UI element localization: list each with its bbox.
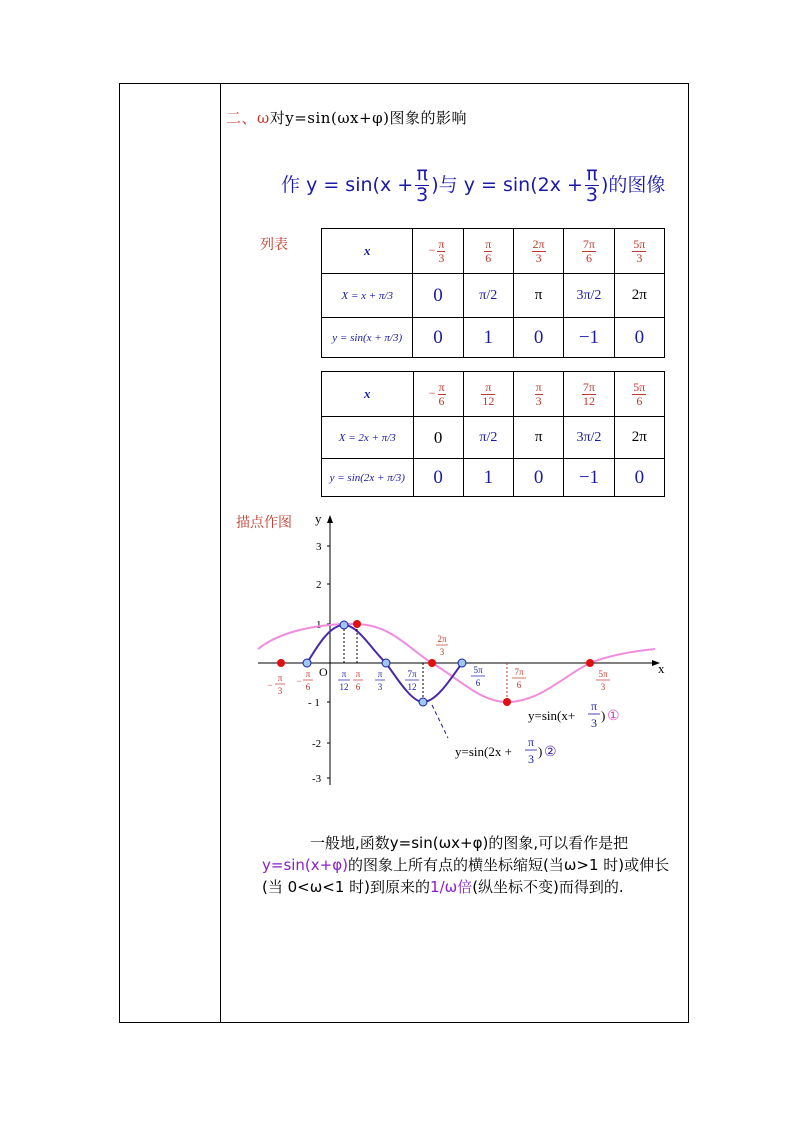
x-tick-label: 7π xyxy=(407,669,417,679)
para-text: (纵坐标不变)而得到的. xyxy=(472,878,624,896)
title-pi2: π xyxy=(586,163,598,185)
table1-X-cell: π/2 xyxy=(463,274,513,318)
curve2-close: ) xyxy=(538,744,543,759)
para-text: 的图象上所有点的横坐标缩短(当ω>1 时)或伸长(当 0<ω<1 时)到原来的 xyxy=(262,856,670,896)
den: 3 xyxy=(636,250,643,265)
table1-x-cell xyxy=(614,229,664,274)
y-tick-label: 2 xyxy=(316,579,322,591)
x-tick-label: 6 xyxy=(475,678,481,688)
table1-y-cell: 1 xyxy=(463,318,513,358)
x-tick-label: 12 xyxy=(407,682,417,692)
x-tick-label: π xyxy=(305,669,311,679)
num: π xyxy=(481,381,495,395)
neg: − xyxy=(428,242,436,257)
table2-y-cell: −1 xyxy=(564,459,614,497)
x-tick-label: π xyxy=(277,673,283,683)
table2-X-cell: π xyxy=(514,417,564,459)
blue-point xyxy=(382,659,390,667)
para-formula: 1/ω倍 xyxy=(430,878,473,896)
den: 12 xyxy=(582,393,595,408)
table2-X-cell: 3π/2 xyxy=(564,417,614,459)
section-heading xyxy=(226,107,467,128)
num: 7π xyxy=(582,379,595,394)
num: π xyxy=(438,379,445,394)
y-tick-label: - 1 xyxy=(308,697,320,709)
y-axis-label: y xyxy=(315,511,322,526)
para-formula: y=sin(x+φ) xyxy=(262,856,348,874)
num: π xyxy=(535,379,542,394)
table2-x-row xyxy=(322,372,665,417)
blue-point xyxy=(419,698,427,706)
title-three1: 3 xyxy=(416,183,429,206)
num: π xyxy=(438,236,445,251)
table2-x-cell xyxy=(514,372,564,417)
x-tick-label: 12 xyxy=(339,682,349,692)
x-tick-label: 5π xyxy=(598,669,608,679)
table1-x-cell xyxy=(513,229,563,274)
den: 12 xyxy=(482,393,495,408)
x-tick-label: π xyxy=(355,669,361,679)
table1-X-label: X = x + π/3 xyxy=(322,274,413,318)
table2-X-cell: π/2 xyxy=(463,417,513,459)
table1-X-cell: π xyxy=(513,274,563,318)
y-tick-label: -3 xyxy=(312,773,322,785)
y-tick-label: 3 xyxy=(316,541,322,553)
table1-X-cell: 3π/2 xyxy=(564,274,614,318)
curve2-frac-num: π xyxy=(528,735,535,749)
curve1-frac-den: 3 xyxy=(591,716,597,730)
blue-point xyxy=(340,621,348,629)
table2-head: x xyxy=(322,372,414,417)
blue-point xyxy=(303,659,311,667)
title-pi1: π xyxy=(416,163,428,185)
curve2-label: y=sin(2x + xyxy=(455,744,512,759)
para-text: 的图象,可以看作是把 xyxy=(488,834,629,852)
origin-label: O xyxy=(319,665,328,679)
blue-point xyxy=(458,659,466,667)
table2-X-cell: 0 xyxy=(413,417,463,459)
table1-head: x xyxy=(322,229,413,274)
summary-paragraph xyxy=(262,832,682,898)
x-tick-label: 7π xyxy=(514,667,524,677)
sine-graph xyxy=(250,508,670,798)
num: π xyxy=(485,236,492,251)
curve1-label: y=sin(x+ xyxy=(528,708,576,723)
red-point xyxy=(503,698,511,706)
den: 3 xyxy=(438,250,445,265)
x-tick-sign: − xyxy=(296,676,302,686)
table2-x-cell xyxy=(413,372,463,417)
table2-x-cell xyxy=(463,372,513,417)
x-tick-label: 3 xyxy=(600,682,606,692)
table2-x-cell xyxy=(564,372,614,417)
table1-X-row xyxy=(322,274,665,318)
para-formula: y=sin(ωx+φ) xyxy=(389,834,489,852)
neg: − xyxy=(428,385,436,400)
curve1-frac-num: π xyxy=(591,699,598,713)
num: 2π xyxy=(532,236,545,251)
heading-prefix: 二、 xyxy=(226,109,258,127)
x-tick-sign: − xyxy=(267,680,273,690)
red-point xyxy=(277,659,285,667)
table1-y-cell: 0 xyxy=(413,318,463,358)
y-tick-label: 1 xyxy=(316,619,322,631)
x-tick-label: 2π xyxy=(437,634,447,644)
table1-x-cell xyxy=(564,229,614,274)
x-tick-label: 6 xyxy=(355,682,361,692)
title-zuo: 作 xyxy=(281,173,301,196)
table2-X-cell: 2π xyxy=(614,417,664,459)
red-point xyxy=(586,659,594,667)
column-divider xyxy=(220,83,221,1023)
list-label: 列表 xyxy=(260,237,288,253)
red-point xyxy=(353,620,361,628)
table2-y-cell: 0 xyxy=(514,459,564,497)
table2-y-row xyxy=(322,459,665,497)
x-tick-label: 3 xyxy=(439,647,445,657)
curve1-close: ) xyxy=(601,708,606,723)
y-axis-arrow xyxy=(327,515,333,523)
heading-omega: ω xyxy=(257,109,270,127)
x-tick-label: 6 xyxy=(516,680,522,690)
table2-X-row xyxy=(322,417,665,459)
table1-x-cell xyxy=(413,229,463,274)
title-close2: ) xyxy=(601,173,609,196)
table-1 xyxy=(321,228,665,358)
page-title xyxy=(281,165,665,206)
title-yu: 与 xyxy=(438,173,458,196)
title-eq1: y = sin(x + xyxy=(306,173,414,196)
table1-x-cell xyxy=(463,229,513,274)
table2-X-label: X = 2x + π/3 xyxy=(322,417,414,459)
table2-x-cell xyxy=(614,372,664,417)
table2-y-label: y = sin(2x + π/3) xyxy=(322,459,414,497)
heading-text2: 图象的影响 xyxy=(389,109,467,127)
curve1-circle: ① xyxy=(607,709,620,724)
title-de: 的图像 xyxy=(608,173,666,196)
red-point xyxy=(428,659,436,667)
table1-X-cell: 0 xyxy=(413,274,463,318)
table1-y-label: y = sin(x + π/3) xyxy=(322,318,413,358)
x-tick-label: 6 xyxy=(305,682,311,692)
heading-formula: y=sin(ωx+φ) xyxy=(285,109,390,127)
table2-y-cell: 0 xyxy=(614,459,664,497)
table-2 xyxy=(321,371,665,497)
num: 5π xyxy=(633,236,646,251)
curve2-pointer xyxy=(432,705,448,738)
para-text: 一般地,函数 xyxy=(310,834,390,852)
plot-label: 描点作图 xyxy=(236,515,292,531)
den: 6 xyxy=(485,250,492,265)
den: 6 xyxy=(636,393,643,408)
num: 7π xyxy=(582,236,595,251)
x-tick-label: π xyxy=(377,669,383,679)
den: 3 xyxy=(535,393,542,408)
table1-y-cell: 0 xyxy=(513,318,563,358)
table1-X-cell: 2π xyxy=(614,274,664,318)
table1-x-row xyxy=(322,229,665,274)
title-eq2: y = sin(2x + xyxy=(463,173,583,196)
table1-y-row xyxy=(322,318,665,358)
num: 5π xyxy=(633,379,646,394)
table1-y-cell: −1 xyxy=(564,318,614,358)
x-axis-label: x xyxy=(658,661,665,676)
x-tick-label: 3 xyxy=(377,682,383,692)
title-close1: ) xyxy=(431,173,439,196)
den: 6 xyxy=(438,393,445,408)
x-tick-label: π xyxy=(341,669,347,679)
table1-y-cell: 0 xyxy=(614,318,664,358)
x-tick-label: 3 xyxy=(277,686,283,696)
den: 3 xyxy=(535,250,542,265)
table2-y-cell: 0 xyxy=(413,459,463,497)
table2-y-cell: 1 xyxy=(463,459,513,497)
title-three2: 3 xyxy=(585,183,598,206)
curve2-circle: ② xyxy=(544,745,557,760)
curve2-frac-den: 3 xyxy=(528,752,534,766)
y-tick-label: -2 xyxy=(312,738,322,750)
heading-text1: 对 xyxy=(269,109,286,127)
x-tick-label: 5π xyxy=(473,665,483,675)
den: 6 xyxy=(585,250,592,265)
